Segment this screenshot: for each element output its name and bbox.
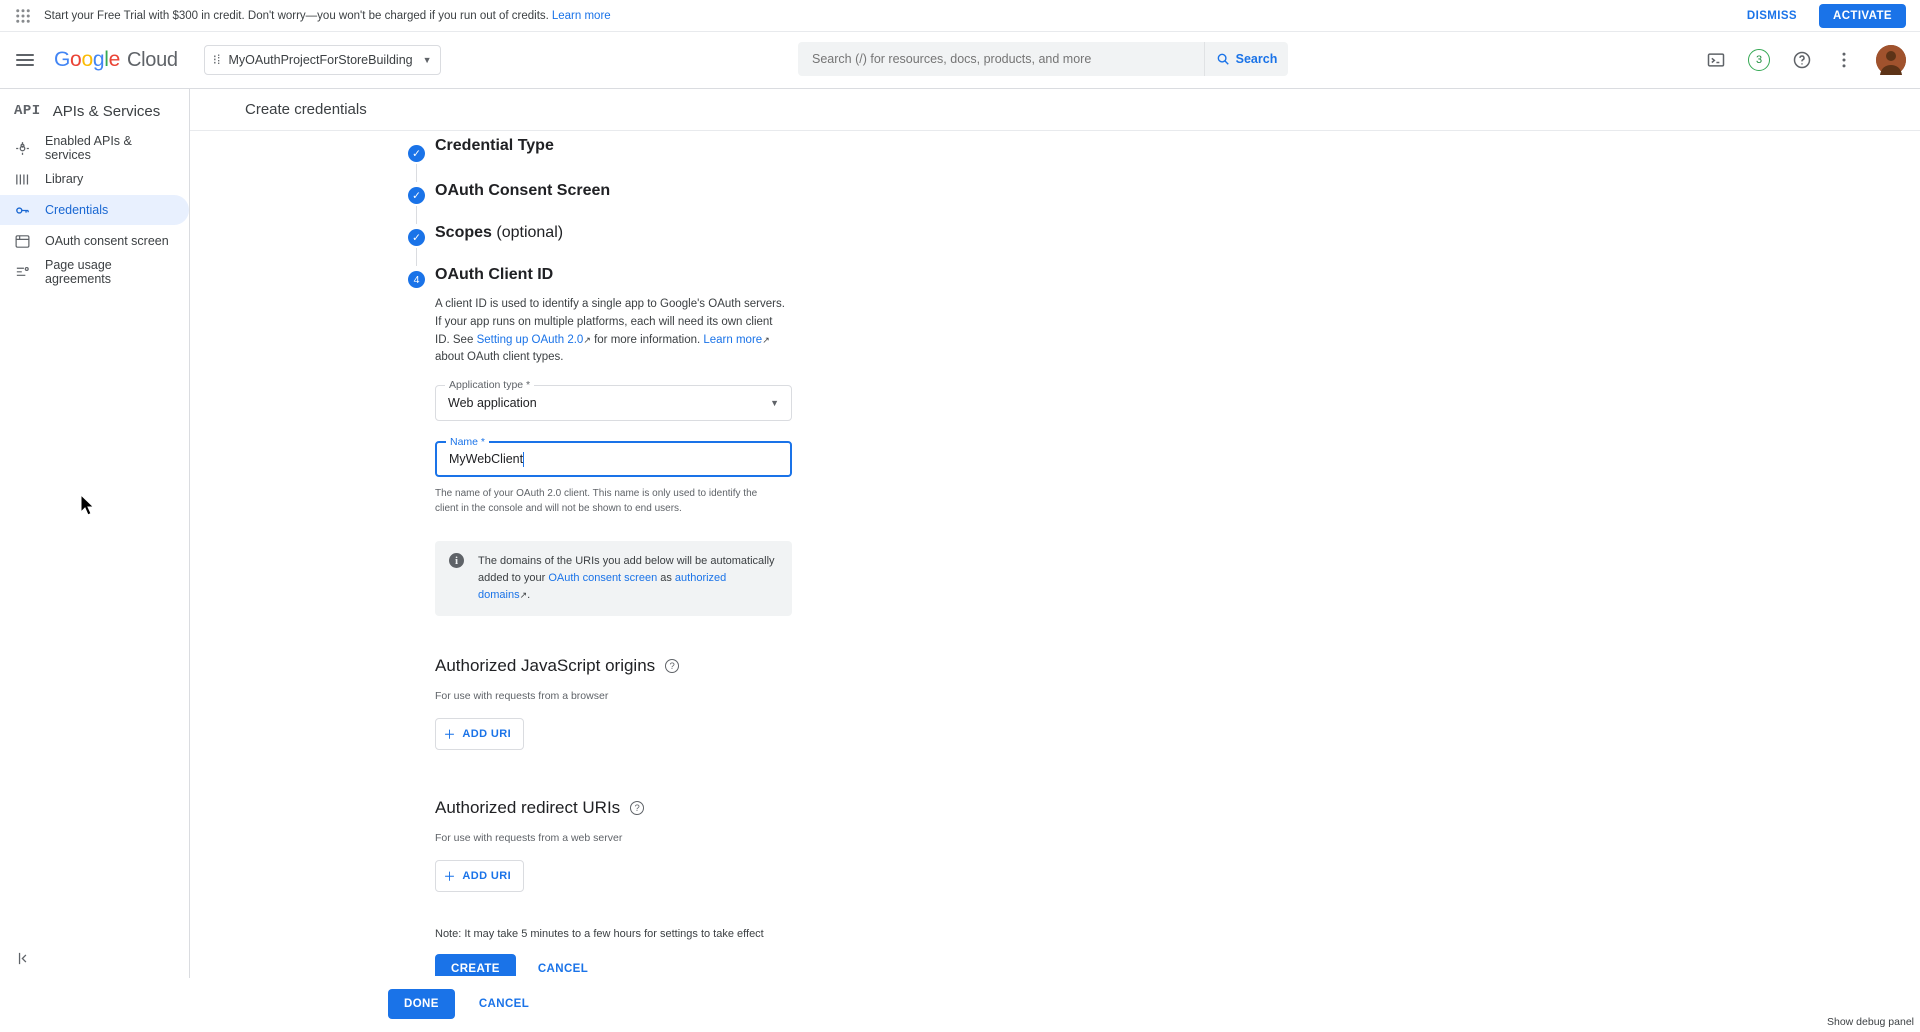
domains-info-text <box>478 553 778 604</box>
show-debug-panel-link[interactable]: Show debug panel <box>1827 1016 1914 1028</box>
wizard-footer <box>190 976 1920 1032</box>
client-name-label: Name * <box>446 436 489 448</box>
step-3-connector <box>416 248 417 266</box>
more-options-icon[interactable] <box>1834 50 1854 70</box>
external-link-icon-3: ↗ <box>519 590 528 601</box>
application-type-value: Web application <box>448 396 537 411</box>
create-button[interactable]: CREATE <box>435 954 516 984</box>
sidebar-item-label: Credentials <box>45 203 109 217</box>
plus-icon: ＋ <box>444 729 456 742</box>
js-origins-title: Authorized JavaScript origins <box>435 656 656 676</box>
global-search <box>798 42 1288 76</box>
domains-info-box <box>435 541 792 616</box>
project-icon: ⁝⁞ <box>212 52 221 67</box>
step-oauth-client-id <box>190 266 1920 984</box>
sidebar-item-library[interactable] <box>0 164 189 194</box>
sidebar-item-enabled-apis[interactable] <box>0 133 189 163</box>
plus-icon-2: ＋ <box>444 871 456 884</box>
learn-more-link[interactable]: Learn more <box>703 333 763 346</box>
add-uri-label: ADD URI <box>462 728 512 741</box>
step-1-connector <box>416 164 417 182</box>
step-1-title[interactable]: Credential Type <box>435 137 554 154</box>
step-2-connector <box>416 206 417 224</box>
chevron-down-icon: ▼ <box>770 398 779 409</box>
collapse-sidebar-button[interactable] <box>0 938 190 978</box>
step-3-bullet: ✓ <box>408 229 425 246</box>
application-type-select[interactable] <box>435 379 792 421</box>
oauth-consent-screen-link[interactable]: OAuth consent screen <box>548 572 658 585</box>
sidebar-item-label: Enabled APIs & services <box>45 134 132 162</box>
client-id-desc-part3: about OAuth client types. <box>435 351 564 364</box>
js-origins-subtitle: For use with requests from a browser <box>435 690 609 703</box>
project-name: MyOAuthProjectForStoreBuilding <box>228 53 413 67</box>
step-1-bullet: ✓ <box>408 145 425 162</box>
client-id-description <box>435 296 787 367</box>
sidebar-item-page-usage-agreements[interactable] <box>0 257 189 287</box>
create-credentials-stepper <box>190 131 1920 978</box>
logo-letter-o2: o <box>81 48 93 71</box>
help-icon-js-origins[interactable]: ? <box>665 659 679 673</box>
authorized-redirect-uris-heading <box>435 798 1920 818</box>
chevron-down-icon: ▼ <box>422 55 432 65</box>
add-uri-button-redirect[interactable] <box>435 860 524 892</box>
step-4-title: OAuth Client ID <box>435 266 554 283</box>
client-name-value: MyWebClient <box>449 452 524 467</box>
step-scopes <box>190 224 1920 266</box>
apps-grid-icon[interactable] <box>14 7 32 25</box>
agreement-icon <box>14 264 31 281</box>
step-2-bullet: ✓ <box>408 187 425 204</box>
step-oauth-consent-screen <box>190 182 1920 224</box>
setting-up-oauth-link[interactable]: Setting up OAuth 2.0 <box>476 333 584 346</box>
logo-letter-l: l <box>104 48 109 71</box>
step-3-optional-label: (optional) <box>496 224 564 241</box>
client-id-desc-part1: A client ID is used to identify a single app to Google's OAuth servers. If your app runs on multiple platforms, each will need its own client ID. See <box>435 298 785 346</box>
add-uri-button-js-origins[interactable] <box>435 718 524 750</box>
search-button[interactable] <box>1204 42 1288 76</box>
api-logo: API <box>14 103 41 119</box>
external-link-icon: ↗ <box>583 334 591 345</box>
dismiss-button[interactable]: DISMISS <box>1741 6 1803 26</box>
page-title: Create credentials <box>245 101 367 118</box>
external-link-icon-2: ↗ <box>762 334 770 345</box>
authorized-js-origins-heading <box>435 656 1920 676</box>
search-input[interactable] <box>798 42 1204 76</box>
topbar-right-actions <box>1706 45 1906 75</box>
add-uri-label-2: ADD URI <box>462 870 512 883</box>
help-icon[interactable] <box>1792 50 1812 70</box>
free-trial-actions <box>1741 4 1906 28</box>
sidebar-item-label: Library <box>45 172 84 186</box>
client-id-desc-part2: for more information. <box>590 333 704 346</box>
step-3-title[interactable] <box>435 224 1920 242</box>
logo-letter-e: e <box>108 48 120 71</box>
google-cloud-logo[interactable] <box>54 48 178 72</box>
menu-icon[interactable] <box>14 49 36 71</box>
step-4-bullet: 4 <box>408 271 425 288</box>
client-name-helper-text: The name of your OAuth 2.0 client. This name is only used to identify the client in the console and will not be shown to end users. <box>435 488 758 515</box>
key-icon <box>14 202 31 219</box>
logo-letter-o1: o <box>70 48 82 71</box>
project-selector[interactable] <box>204 45 441 75</box>
step-3-title-text: Scopes <box>435 224 492 241</box>
client-name-input[interactable] <box>435 436 792 477</box>
help-icon-redirect-uris[interactable]: ? <box>630 801 644 815</box>
collapse-icon <box>16 950 33 967</box>
step-credential-type <box>190 131 1920 182</box>
cancel-button-footer[interactable]: CANCEL <box>465 989 543 1019</box>
logo-letter-g: G <box>54 48 71 71</box>
activate-button[interactable]: ACTIVATE <box>1819 4 1906 28</box>
sidebar-item-label: OAuth consent screen <box>45 234 169 248</box>
info-text-part3: . <box>527 589 531 602</box>
cancel-button-step4[interactable]: CANCEL <box>524 954 602 984</box>
free-trial-banner <box>0 0 1920 32</box>
settings-note: Note: It may take 5 minutes to a few hours for settings to take effect <box>435 928 764 941</box>
sidebar-header <box>0 89 189 133</box>
cloud-shell-icon[interactable] <box>1706 50 1726 70</box>
redirect-uris-title: Authorized redirect URIs <box>435 798 621 818</box>
step-2-title[interactable]: OAuth Consent Screen <box>435 182 611 199</box>
redirect-uris-subtitle: For use with requests from a web server <box>435 832 623 845</box>
sidebar-title: APIs & Services <box>52 102 161 120</box>
notifications-badge[interactable]: 3 <box>1748 49 1770 71</box>
free-trial-text: Start your Free Trial with $300 in credit. Don't worry—you won't be charged if you run out of credits. <box>44 9 549 22</box>
library-icon <box>14 171 31 188</box>
sidebar-item-credentials[interactable] <box>0 195 189 225</box>
sidebar-item-label: Page usage agreements <box>45 258 112 286</box>
free-trial-learn-more-link[interactable]: Learn more <box>551 9 611 22</box>
search-button-label: Search <box>1235 52 1278 66</box>
info-text-part1: The domains of the URIs you add below will be automatically added to your <box>478 555 775 585</box>
info-icon: i <box>449 553 464 568</box>
application-type-label: Application type * <box>445 379 534 391</box>
sidebar-item-oauth-consent-screen[interactable] <box>0 226 189 256</box>
sidebar <box>0 89 190 978</box>
text-cursor <box>523 452 524 467</box>
avatar[interactable] <box>1876 45 1906 75</box>
done-button[interactable]: DONE <box>388 989 455 1019</box>
puzzle-icon <box>14 140 31 157</box>
logo-letter-g2: g <box>92 48 105 71</box>
logo-cloud-word: Cloud <box>126 48 178 71</box>
page-header <box>190 89 1920 131</box>
consent-icon <box>14 233 31 250</box>
search-icon <box>1216 52 1230 66</box>
info-text-part2: as <box>657 572 675 585</box>
authorized-domains-link[interactable]: authorized domains <box>478 572 727 602</box>
